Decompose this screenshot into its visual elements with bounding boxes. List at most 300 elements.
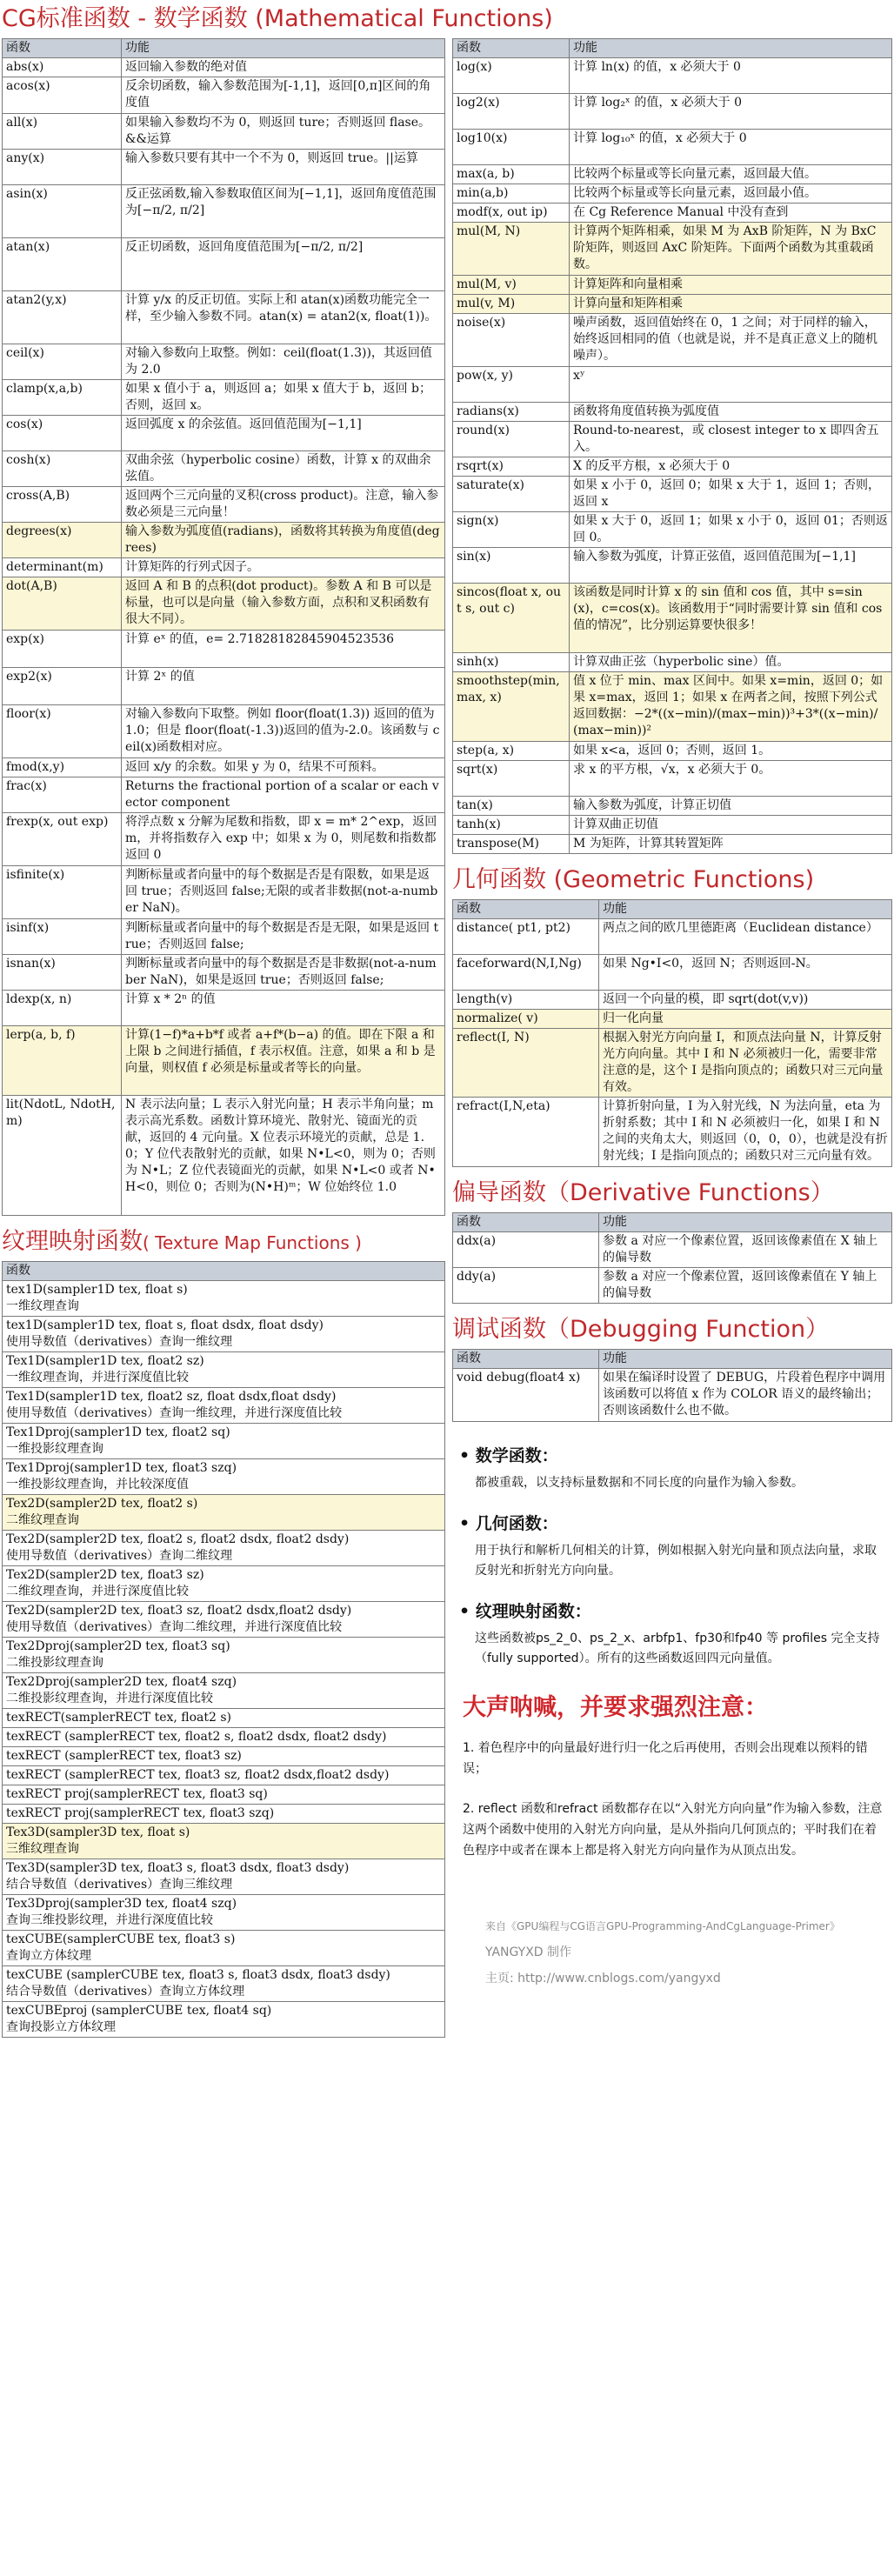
- func-name: abs(x): [3, 58, 122, 77]
- tex-row: [3, 1638, 445, 1673]
- tex-cell: [3, 1424, 445, 1459]
- func-desc: 如果 x 值小于 a，则返回 a；如果 x 值大于 b，返回 b；否则，返回 x。: [122, 380, 445, 416]
- table-header-row: [453, 900, 892, 919]
- tex-cell: [3, 1531, 445, 1566]
- tex-signature: Tex2D(sampler2D tex, float3 sz): [6, 1568, 204, 1582]
- func-name: floor(x): [3, 705, 122, 758]
- func-desc: 将浮点数 x 分解为尾数和指数，即 x = m* 2^exp，返回 m，并将指数存入 exp 中；如果 x 为 0，则尾数和指数都返回 0: [122, 813, 445, 866]
- func-name: acos(x): [3, 77, 122, 114]
- table-row: [3, 991, 445, 1026]
- func-desc: 反正弦函数,输入参数取值区间为[−1,1]，返回角度值范围为[−π/2, π/2]: [122, 185, 445, 238]
- tex-table: [2, 1261, 445, 2038]
- table-row: [453, 653, 892, 672]
- func-name: log10(x): [453, 130, 570, 165]
- table-row: [453, 1029, 892, 1098]
- table-row: [453, 955, 892, 991]
- table-row: [3, 58, 445, 77]
- func-desc: 返回 x/y 的余数。如果 y 为 0，结果不可预料。: [122, 758, 445, 777]
- note-heading: • 数学函数：: [459, 1443, 885, 1466]
- table-row: [453, 584, 892, 653]
- credit-author: YANGYXD 制作: [485, 1945, 572, 1959]
- func-name: faceforward(N,I,Ng): [453, 955, 599, 991]
- tex-signature: texRECT proj(samplerRECT tex, float3 szq): [6, 1806, 275, 1820]
- func-name: exp2(x): [3, 668, 122, 705]
- func-desc: 计算折射向量，I 为入射光线，N 为法向量，eta 为折射系数；其中 I 和 N 必须被归一化，如果 I 和 N 之间的夹角太大，则返回（0，0，0），也就是没有折射光线；I 是指向顶点的；函数只对三元向量有效。: [599, 1098, 892, 1167]
- func-desc: 判断标量或者向量中的每个数据是否是无限，如果是返回 true；否则返回 false;: [122, 919, 445, 955]
- table-row: [3, 114, 445, 150]
- func-desc: 计算矩阵的行列式因子。: [122, 558, 445, 577]
- table-row: [453, 223, 892, 276]
- func-name: lit(NdotL, NdotH, m): [3, 1096, 122, 1216]
- tex-signature: texCUBE(samplerCUBE tex, float3 s): [6, 1932, 236, 1946]
- func-name: ddx(a): [453, 1232, 599, 1268]
- func-name: all(x): [3, 114, 122, 150]
- tex-cell: [3, 1709, 445, 1728]
- table-row: [453, 512, 892, 548]
- func-name: noise(x): [453, 314, 570, 367]
- func-name: modf(x, out ip): [453, 204, 570, 223]
- header-func: 函数: [3, 1262, 445, 1281]
- table-row: [3, 77, 445, 114]
- func-desc: 计算 y/x 的反正切值。实际上和 atan(x)函数功能完全一样，至少输入参数不同。atan(x) = atan2(x, float(1))。: [122, 291, 445, 344]
- table-row: [3, 705, 445, 758]
- tex-cell: [3, 1766, 445, 1785]
- tex-signature: texRECT (samplerRECT tex, float3 sz, float2 dsdx,float2 dsdy): [6, 1768, 390, 1782]
- func-name: transpose(M): [453, 835, 570, 854]
- func-desc: 计算双曲正弦（hyperbolic sine）值。: [570, 653, 892, 672]
- tex-cell: [3, 1459, 445, 1495]
- table-row: [453, 94, 892, 130]
- tex-cell: [3, 1895, 445, 1931]
- func-name: min(a,b): [453, 184, 570, 204]
- func-name: cos(x): [3, 416, 122, 451]
- tex-cell: [3, 1566, 445, 1602]
- func-name: degrees(x): [3, 523, 122, 558]
- func-desc: 返回弧度 x 的余弦值。返回值范围为[−1,1]: [122, 416, 445, 451]
- debug-title: 调试函数（Debugging Function）: [452, 1316, 830, 1343]
- tex-desc: 一维纹理查询: [6, 1299, 79, 1313]
- header-func: 函数: [453, 1350, 599, 1369]
- tex-title: [2, 1223, 445, 1261]
- tex-cell: [3, 1281, 445, 1317]
- func-desc: Returns the fractional portion of a scalar or each vector component: [122, 777, 445, 813]
- func-name: sinh(x): [453, 653, 570, 672]
- func-desc: 如果 x<a，返回 0；否则，返回 1。: [570, 742, 892, 761]
- tex-signature: Tex1D(sampler1D tex, float2 sz, float dsdx,float dsdy): [6, 1390, 337, 1404]
- tex-row: [3, 1673, 445, 1709]
- func-desc: 计算 x * 2ⁿ 的值: [122, 991, 445, 1026]
- tex-signature: Tex1D(sampler1D tex, float2 sz): [6, 1354, 204, 1368]
- table-row: [453, 1232, 892, 1268]
- func-desc: 参数 a 对应一个像素位置，返回该像素值在 Y 轴上的偏导数: [599, 1268, 892, 1304]
- func-desc: 归一化向量: [599, 1010, 892, 1029]
- tex-title-main: 纹理映射函数: [2, 1228, 143, 1255]
- func-name: isinf(x): [3, 919, 122, 955]
- func-desc: N 表示法向量；L 表示入射光向量；H 表示半角向量；m 表示高光系数。函数计算环境光、散射光、镜面光的贡献，返回的 4 元向量。X 位表示环境光的贡献，总是 1.0；Y 位代表散射光的贡献，如果 N•L<0，则为 0；否则为 N•L；Z 位代表镜面光的贡献，如果 N•L<0 或者 N•H<0，则位 0；否则为(N•H)ᵐ；W 位始终位 1.0: [122, 1096, 445, 1216]
- table-header-row: [3, 39, 445, 58]
- func-desc: 对输入参数向上取整。例如：ceil(float(1.3))，其返回值为 2.0: [122, 344, 445, 380]
- tex-cell: [3, 1931, 445, 1966]
- table-row: [453, 422, 892, 457]
- table-row: [453, 1098, 892, 1167]
- func-desc: 反正切函数，返回角度值范围为[−π/2, π/2]: [122, 238, 445, 291]
- tex-cell: [3, 1495, 445, 1531]
- tex-desc: 二维纹理查询: [6, 1513, 79, 1527]
- func-desc: 该函数是同时计算 x 的 sin 值和 cos 值，其中 s=sin(x)，c=cos(x)。该函数用于“同时需要计算 sin 值和 cos 值的情况”，比分别运算要快很多！: [570, 584, 892, 653]
- func-name: sqrt(x): [453, 761, 570, 797]
- table-row: [453, 130, 892, 165]
- func-name: determinant(m): [3, 558, 122, 577]
- table-row: [3, 813, 445, 866]
- tex-cell: [3, 1728, 445, 1747]
- func-name: isfinite(x): [3, 866, 122, 919]
- func-name: ldexp(x, n): [3, 991, 122, 1026]
- func-desc: 输入参数为弧度值(radians)，函数将其转换为角度值(degrees): [122, 523, 445, 558]
- table-row: [3, 523, 445, 558]
- func-desc: 计算 ln(x) 的值，x 必须大于 0: [570, 58, 892, 94]
- tex-signature: Tex2D(sampler2D tex, float3 sz, float2 dsdx,float2 dsdy): [6, 1604, 352, 1618]
- math-table-right: [452, 38, 892, 854]
- func-name: any(x): [3, 150, 122, 185]
- func-desc: M 为矩阵，计算其转置矩阵: [570, 835, 892, 854]
- tex-row: [3, 1747, 445, 1766]
- func-desc: 返回两个三元向量的叉积(cross product)。注意，输入参数必须是三元向量！: [122, 487, 445, 523]
- func-name: normalize( v): [453, 1010, 599, 1029]
- tex-row: [3, 1602, 445, 1638]
- func-desc: 噪声函数，返回值始终在 0，1 之间；对于同样的输入，始终返回相同的值（也就是说，并不是真正意义上的随机噪声）。: [570, 314, 892, 367]
- credit-home: 主页: http://www.cnblogs.com/yangyxd: [485, 1972, 721, 1985]
- tex-desc: 使用导数值（derivatives）查询一维纹理: [6, 1335, 233, 1349]
- func-name: void debug(float4 x): [453, 1369, 599, 1422]
- tex-desc: 二维纹理查询，并进行深度值比较: [6, 1585, 189, 1598]
- func-name: saturate(x): [453, 477, 570, 512]
- table-row: [3, 777, 445, 813]
- tex-row: [3, 1424, 445, 1459]
- tex-cell: [3, 1785, 445, 1805]
- tex-row: [3, 1728, 445, 1747]
- header-desc: 功能: [599, 1213, 892, 1232]
- func-name: distance( pt1, pt2): [453, 919, 599, 955]
- func-desc: 输入参数为弧度，计算正弦值，返回值范围为[−1,1]: [570, 548, 892, 584]
- func-desc: 计算两个矩阵相乘，如果 M 为 AxB 阶矩阵，N 为 BxC 阶矩阵，则返回 AxC 阶矩阵。下面两个函数为其重载函数。: [570, 223, 892, 276]
- func-desc: 两点之间的欧几里德距离（Euclidean distance）: [599, 919, 892, 955]
- table-row: [453, 276, 892, 295]
- tex-row: [3, 1931, 445, 1966]
- table-row: [3, 558, 445, 577]
- table-row: [3, 150, 445, 185]
- tex-desc: 一维纹理查询，并进行深度值比较: [6, 1371, 189, 1385]
- table-row: [453, 1268, 892, 1304]
- func-name: refract(I,N,eta): [453, 1098, 599, 1167]
- func-name: fmod(x,y): [3, 758, 122, 777]
- func-desc: 在 Cg Reference Manual 中没有查到: [570, 204, 892, 223]
- table-row: [453, 742, 892, 761]
- func-desc: 求 x 的平方根，√x，x 必须大于 0。: [570, 761, 892, 797]
- header-func: 函数: [453, 39, 570, 58]
- tex-desc: 结合导数值（derivatives）查询三维纹理: [6, 1878, 233, 1892]
- func-name: mul(M, N): [453, 223, 570, 276]
- tex-signature: Tex2D(sampler2D tex, float2 s, float2 dsdx, float2 dsdy): [6, 1532, 350, 1546]
- table-row: [453, 204, 892, 223]
- deriv-title: 偏导函数（Derivative Functions）: [452, 1179, 834, 1206]
- func-desc: 参数 a 对应一个像素位置，返回该像素值在 X 轴上的偏导数: [599, 1232, 892, 1268]
- tex-cell: [3, 1859, 445, 1895]
- tex-desc: 使用导数值（derivatives）查询一维纹理，并进行深度值比较: [6, 1406, 343, 1420]
- func-name: mul(v, M): [453, 295, 570, 314]
- tex-row: [3, 1281, 445, 1317]
- tex-signature: Tex3D(sampler3D tex, float3 s, float3 dsdx, float3 dsdy): [6, 1861, 350, 1875]
- table-row: [3, 380, 445, 416]
- table-row: [453, 991, 892, 1010]
- func-name: frac(x): [3, 777, 122, 813]
- func-name: smoothstep(min, max, x): [453, 672, 570, 742]
- table-row: [453, 797, 892, 816]
- table-row: [3, 955, 445, 991]
- func-name: radians(x): [453, 403, 570, 422]
- func-name: ddy(a): [453, 1268, 599, 1304]
- notes: [452, 1422, 892, 1992]
- func-name: sincos(float x, out s, out c): [453, 584, 570, 653]
- tex-cell: [3, 1805, 445, 1824]
- table-row: [453, 1010, 892, 1029]
- header-func: 函数: [453, 1213, 599, 1232]
- tex-desc: 使用导数值（derivatives）查询二维纹理: [6, 1549, 233, 1563]
- deriv-table: [452, 1212, 892, 1304]
- func-desc: 计算 log₁₀ˣ 的值，x 必须大于 0: [570, 130, 892, 165]
- func-name: exp(x): [3, 631, 122, 668]
- tex-cell: [3, 1747, 445, 1766]
- tex-signature: tex1D(sampler1D tex, float s, float dsdx, float dsdy): [6, 1318, 324, 1332]
- note-item: [459, 1443, 885, 1493]
- func-desc: 计算向量和矩阵相乘: [570, 295, 892, 314]
- func-desc: 值 x 位于 min、max 区间中。如果 x=min，返回 0；如果 x=max，返回 1；如果 x 在两者之间，按照下列公式返回数据：−2*((x−min)/(max−min))³+3*((x−min)/(max−min))²: [570, 672, 892, 742]
- func-desc: 输入参数为弧度，计算正切值: [570, 797, 892, 816]
- func-name: cosh(x): [3, 451, 122, 487]
- tex-signature: texCUBEproj (samplerCUBE tex, float4 sq): [6, 2004, 272, 2018]
- func-name: step(a, x): [453, 742, 570, 761]
- func-name: log2(x): [453, 94, 570, 130]
- credit-source: 来自《GPU编程与CG语言GPU-Programming-AndCgLanguage-Primer》: [485, 1920, 840, 1932]
- header-desc: 功能: [599, 1350, 892, 1369]
- table-row: [453, 165, 892, 184]
- tex-cell: [3, 1673, 445, 1709]
- credit: [485, 1913, 885, 1992]
- table-header-row: [3, 1262, 445, 1281]
- func-desc: 计算 2ˣ 的值: [122, 668, 445, 705]
- func-name: cross(A,B): [3, 487, 122, 523]
- func-desc: 如果输入参数均不为 0，则返回 ture；否则返回 flase。&&运算: [122, 114, 445, 150]
- func-desc: 如果 Ng•I<0，返回 N；否则返回-N。: [599, 955, 892, 991]
- note-body: 都被重载，以支持标量数据和不同长度的向量作为输入参数。: [475, 1476, 804, 1490]
- note-body: 这些函数被ps_2_0、ps_2_x、arbfp1、fp30和fp40 等 profiles 完全支持（fully supported）。所有的这些函数返回四元向量值。: [475, 1632, 880, 1665]
- tex-desc: 一维投影纹理查询: [6, 1442, 103, 1456]
- table-header-row: [453, 1350, 892, 1369]
- table-row: [453, 477, 892, 512]
- func-desc: 如果在编译时设置了 DEBUG，片段着色程序中调用该函数可以将值 x 作为 COLOR 语义的最终输出；否则该函数什么也不做。: [599, 1369, 892, 1422]
- func-desc: 函数将角度值转换为弧度值: [570, 403, 892, 422]
- func-desc: 双曲余弦（hyperbolic cosine）函数，计算 x 的双曲余弦值。: [122, 451, 445, 487]
- table-row: [453, 835, 892, 854]
- tex-row: [3, 2002, 445, 2038]
- func-name: sin(x): [453, 548, 570, 584]
- debug-table: [452, 1349, 892, 1422]
- table-row: [3, 344, 445, 380]
- tex-desc: 二维投影纹理查询，并进行深度值比较: [6, 1692, 213, 1705]
- header-desc: 功能: [599, 900, 892, 919]
- header-desc: 功能: [122, 39, 445, 58]
- table-header-row: [453, 39, 892, 58]
- tex-signature: Tex2D(sampler2D tex, float2 s): [6, 1497, 198, 1511]
- table-row: [453, 403, 892, 422]
- func-desc: 返回一个向量的模，即 sqrt(dot(v,v)): [599, 991, 892, 1010]
- tex-cell: [3, 1602, 445, 1638]
- func-name: round(x): [453, 422, 570, 457]
- warn-item: 1. 着色程序中的向量最好进行归一化之后再使用，否则会出现难以预料的错误；: [463, 1741, 868, 1776]
- tex-signature: Tex3Dproj(sampler3D tex, float4 szq): [6, 1897, 237, 1911]
- func-desc: 计算(1−f)*a+b*f 或者 a+f*(b−a) 的值。即在下限 a 和上限 b 之间进行插值，f 表示权值。注意，如果 a 和 b 是向量，则权值 f 必须是标量或者等长的向量。: [122, 1026, 445, 1096]
- func-name: ceil(x): [3, 344, 122, 380]
- tex-cell: [3, 2002, 445, 2038]
- geo-title: 几何函数 (Geometric Functions): [452, 866, 815, 893]
- table-row: [453, 816, 892, 835]
- func-desc: 如果 x 大于 0，返回 1；如果 x 小于 0，返回 01；否则返回 0。: [570, 512, 892, 548]
- table-row: [3, 668, 445, 705]
- table-row: [3, 416, 445, 451]
- func-desc: 计算 eˣ 的值，e= 2.71828182845904523536: [122, 631, 445, 668]
- note-body: 用于执行和解析几何相关的计算，例如根据入射光向量和顶点法向量，求取反射光和折射光方向向量。: [475, 1544, 877, 1578]
- table-row: [3, 238, 445, 291]
- table-row: [453, 672, 892, 742]
- func-desc: xʸ: [570, 367, 892, 403]
- tex-row: [3, 1317, 445, 1352]
- func-name: atan(x): [3, 238, 122, 291]
- func-name: asin(x): [3, 185, 122, 238]
- table-row: [453, 457, 892, 477]
- table-row: [453, 58, 892, 94]
- tex-title-sub: ( Texture Map Functions ): [143, 1232, 362, 1253]
- func-desc: 输入参数只要有其中一个不为 0，则返回 true。||运算: [122, 150, 445, 185]
- tex-signature: texCUBE (samplerCUBE tex, float3 s, float3 dsdx, float3 dsdy): [6, 1968, 390, 1982]
- table-row: [3, 919, 445, 955]
- func-desc: X 的反平方根，x 必须大于 0: [570, 457, 892, 477]
- tex-row: [3, 1388, 445, 1424]
- func-desc: 返回 A 和 B 的点积(dot product)。参数 A 和 B 可以是标量，也可以是向量（输入参数方面，点积和叉积函数有很大不同）。: [122, 577, 445, 631]
- func-desc: 比较两个标量或等长向量元素，返回最小值。: [570, 184, 892, 204]
- func-name: reflect(I, N): [453, 1029, 599, 1098]
- func-desc: 比较两个标量或等长向量元素，返回最大值。: [570, 165, 892, 184]
- table-row: [453, 295, 892, 314]
- func-name: tan(x): [453, 797, 570, 816]
- tex-cell: [3, 1388, 445, 1424]
- func-name: log(x): [453, 58, 570, 94]
- table-row: [453, 548, 892, 584]
- table-row: [453, 314, 892, 367]
- tex-row: [3, 1352, 445, 1388]
- tex-cell: [3, 1824, 445, 1859]
- tex-signature: texRECT proj(samplerRECT tex, float3 sq): [6, 1787, 268, 1801]
- tex-signature: Tex2Dproj(sampler2D tex, float3 sq): [6, 1639, 230, 1653]
- geo-table: [452, 899, 892, 1167]
- tex-signature: Tex1Dproj(sampler1D tex, float2 sq): [6, 1425, 230, 1439]
- func-name: dot(A,B): [3, 577, 122, 631]
- tex-desc: 查询三维投影纹理，并进行深度值比较: [6, 1913, 213, 1927]
- tex-row: [3, 1966, 445, 2002]
- table-row: [3, 866, 445, 919]
- math-title: CG标准函数 - 数学函数 (Mathematical Functions): [2, 5, 553, 32]
- note-heading: • 几何函数：: [459, 1511, 885, 1534]
- func-name: mul(M, v): [453, 276, 570, 295]
- func-desc: 如果 x 小于 0，返回 0；如果 x 大于 1，返回 1；否则，返回 x: [570, 477, 892, 512]
- tex-row: [3, 1766, 445, 1785]
- func-name: isnan(x): [3, 955, 122, 991]
- tex-row: [3, 1785, 445, 1805]
- header-func: 函数: [453, 900, 599, 919]
- func-desc: 根据入射光方向向量 I，和顶点法向量 N，计算反射光方向向量。其中 I 和 N 必须被归一化，需要非常注意的是，这个 I 是指向顶点的；函数只对三元向量有效。: [599, 1029, 892, 1098]
- table-row: [453, 184, 892, 204]
- warn-title: 大声呐喊，并要求强烈注意：: [463, 1694, 768, 1721]
- right-column: [452, 0, 892, 1992]
- tex-desc: 使用导数值（derivatives）查询二维纹理，并进行深度值比较: [6, 1620, 343, 1634]
- func-name: sign(x): [453, 512, 570, 548]
- tex-row: [3, 1566, 445, 1602]
- tex-desc: 三维纹理查询: [6, 1842, 79, 1856]
- table-row: [3, 631, 445, 668]
- tex-row: [3, 1805, 445, 1824]
- func-desc: 判断标量或者向量中的每个数据是否是有限数，如果是返回 true；否则返回 false;无限的或者非数据(not-a-number NaN)。: [122, 866, 445, 919]
- tex-signature: texRECT(samplerRECT tex, float2 s): [6, 1711, 232, 1725]
- tex-row: [3, 1824, 445, 1859]
- table-row: [453, 367, 892, 403]
- note-item: [459, 1511, 885, 1581]
- tex-signature: Tex1Dproj(sampler1D tex, float3 szq): [6, 1461, 237, 1475]
- table-row: [3, 291, 445, 344]
- tex-desc: 结合导数值（derivatives）查询立方体纹理: [6, 1985, 245, 1999]
- table-row: [3, 451, 445, 487]
- tex-signature: texRECT (samplerRECT tex, float3 sz): [6, 1749, 242, 1763]
- warn-item: 2. reflect 函数和refract 函数都存在以“入射光方向向量”作为输入参数，注意这两个函数中使用的入射光方向向量，是从外指向几何顶点的；平时我们在着色程序中或者在课本上都是将入射光方向向量作为从顶点出发。: [463, 1802, 883, 1858]
- func-name: rsqrt(x): [453, 457, 570, 477]
- func-desc: 计算 log₂ˣ 的值，x 必须大于 0: [570, 94, 892, 130]
- tex-row: [3, 1495, 445, 1531]
- table-row: [3, 487, 445, 523]
- tex-cell: [3, 1352, 445, 1388]
- tex-signature: Tex3D(sampler3D tex, float s): [6, 1825, 190, 1839]
- func-desc: 计算矩阵和向量相乘: [570, 276, 892, 295]
- func-name: clamp(x,a,b): [3, 380, 122, 416]
- func-name: max(a, b): [453, 165, 570, 184]
- tex-signature: Tex2Dproj(sampler2D tex, float4 szq): [6, 1675, 237, 1689]
- header-desc: 功能: [570, 39, 892, 58]
- table-row: [3, 758, 445, 777]
- tex-desc: 查询投影立方体纹理: [6, 2020, 116, 2034]
- tex-row: [3, 1459, 445, 1495]
- func-name: lerp(a, b, f): [3, 1026, 122, 1096]
- tex-desc: 查询立方体纹理: [6, 1949, 91, 1963]
- tex-signature: tex1D(sampler1D tex, float s): [6, 1283, 188, 1297]
- func-name: pow(x, y): [453, 367, 570, 403]
- tex-desc: 一维投影纹理查询，并比较深度值: [6, 1478, 189, 1492]
- tex-desc: 二维投影纹理查询: [6, 1656, 103, 1670]
- tex-row: [3, 1859, 445, 1895]
- note-item: [459, 1598, 885, 1669]
- table-row: [453, 1369, 892, 1422]
- tex-row: [3, 1895, 445, 1931]
- tex-row: [3, 1531, 445, 1566]
- func-name: length(v): [453, 991, 599, 1010]
- math-table-left: [2, 38, 445, 1216]
- table-row: [453, 761, 892, 797]
- func-desc: 计算双曲正切值: [570, 816, 892, 835]
